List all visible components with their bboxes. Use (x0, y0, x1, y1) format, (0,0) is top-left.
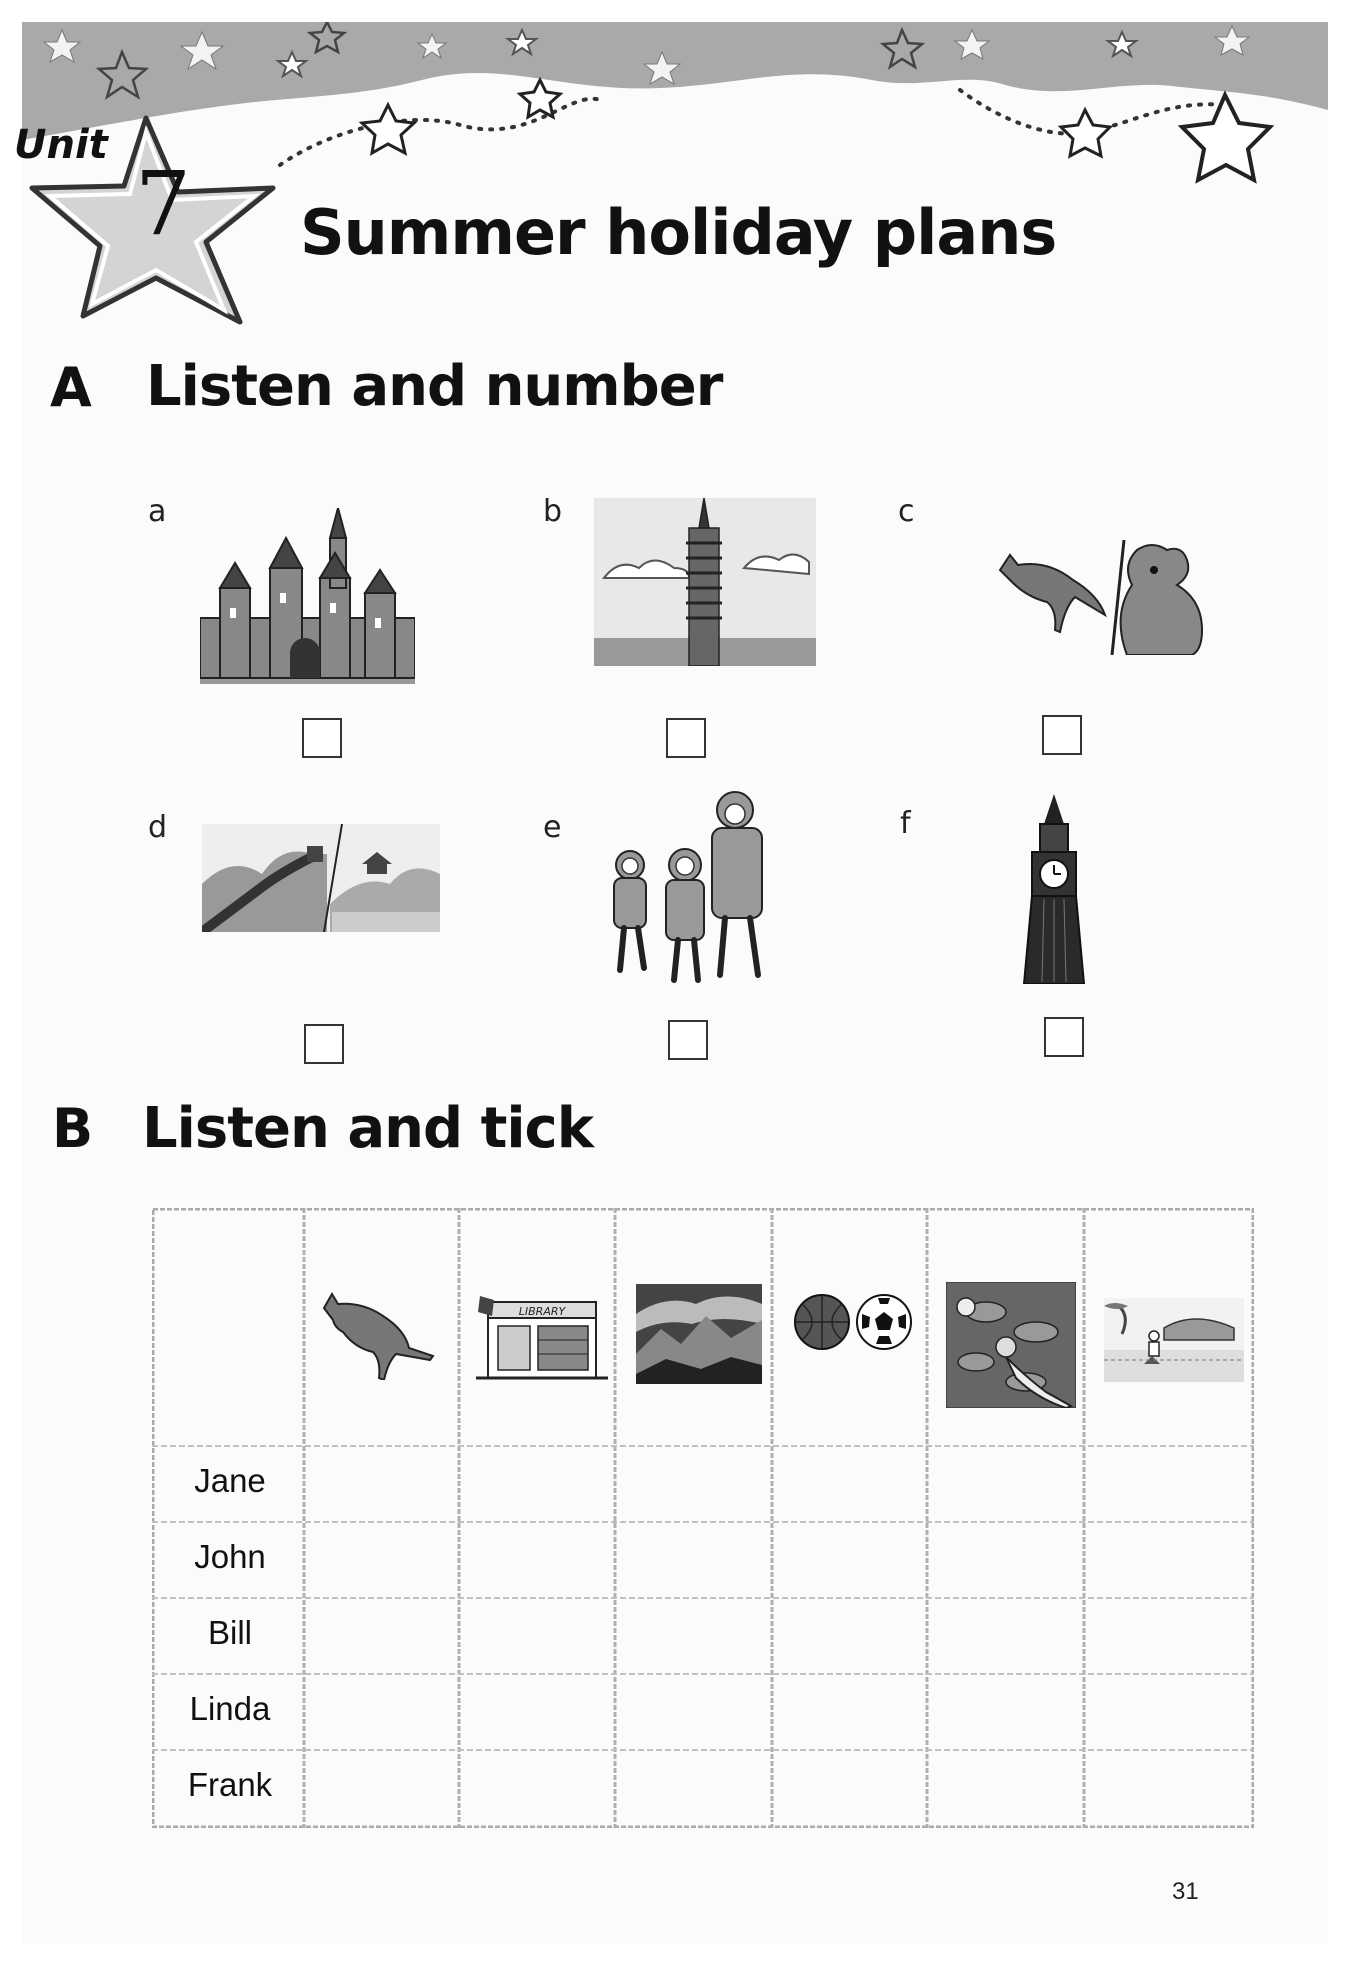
section-a-letter: A (50, 356, 92, 419)
page-title: Summer holiday plans (300, 196, 1057, 269)
row-name-john: John (194, 1538, 266, 1575)
tower-picture (594, 498, 816, 666)
unit-label: Unit (14, 122, 108, 168)
kangaroo-picture (318, 1288, 438, 1380)
item-letter-e: e (543, 810, 562, 845)
tick-cell-frank-balls[interactable] (776, 1754, 923, 1824)
unit-number: 7 (135, 152, 191, 255)
item-letter-c: c (898, 494, 915, 529)
page-number: 31 (1172, 1878, 1199, 1905)
tick-cell-linda-mountain[interactable] (619, 1678, 768, 1746)
castle-picture (200, 508, 415, 688)
tick-cell-john-balls[interactable] (776, 1526, 923, 1594)
tick-cell-john-library[interactable] (463, 1526, 611, 1594)
tick-cell-bill-balls[interactable] (776, 1602, 923, 1670)
tick-cell-linda-fruit-picking[interactable] (931, 1678, 1080, 1746)
section-b-letter: B (52, 1097, 94, 1160)
tick-cell-linda-kangaroo[interactable] (308, 1678, 455, 1746)
tick-cell-bill-mountain[interactable] (619, 1602, 768, 1670)
tick-cell-jane-fruit-picking[interactable] (931, 1450, 1080, 1518)
section-a-title: Listen and number (146, 354, 723, 419)
balls-picture (792, 1292, 914, 1352)
item-letter-b: b (543, 494, 563, 529)
tick-cell-jane-library[interactable] (463, 1450, 611, 1518)
row-name-linda: Linda (189, 1690, 271, 1727)
great-wall-picture (202, 824, 440, 932)
tick-cell-bill-library[interactable] (463, 1602, 611, 1670)
row-name-jane: Jane (194, 1462, 266, 1499)
tick-cell-frank-library[interactable] (463, 1754, 611, 1824)
tick-cell-linda-beach[interactable] (1088, 1678, 1250, 1746)
section-b-title: Listen and tick (142, 1096, 593, 1161)
tick-cell-linda-library[interactable] (463, 1678, 611, 1746)
fruit-picking-picture (946, 1282, 1076, 1408)
answer-box-a[interactable] (302, 718, 342, 758)
kangaroo-koala-picture (992, 540, 1214, 655)
tick-cell-jane-kangaroo[interactable] (308, 1450, 455, 1518)
tick-cell-john-kangaroo[interactable] (308, 1526, 455, 1594)
tick-cell-jane-balls[interactable] (776, 1450, 923, 1518)
answer-box-f[interactable] (1044, 1017, 1084, 1057)
tick-cell-john-fruit-picking[interactable] (931, 1526, 1080, 1594)
library-picture (476, 1290, 608, 1382)
big-ben-picture (1014, 794, 1094, 984)
tick-cell-frank-beach[interactable] (1088, 1754, 1250, 1824)
answer-box-d[interactable] (304, 1024, 344, 1064)
mountain-picture (636, 1284, 762, 1384)
answer-box-e[interactable] (668, 1020, 708, 1060)
tick-cell-jane-mountain[interactable] (619, 1450, 768, 1518)
beach-picture (1104, 1298, 1244, 1382)
item-letter-d: d (148, 810, 168, 845)
tick-cell-bill-kangaroo[interactable] (308, 1602, 455, 1670)
tick-cell-frank-kangaroo[interactable] (308, 1754, 455, 1824)
row-name-frank: Frank (187, 1766, 273, 1803)
tick-cell-linda-balls[interactable] (776, 1678, 923, 1746)
star-trail (270, 70, 1330, 200)
item-letter-a: a (148, 494, 167, 529)
tick-cell-bill-fruit-picking[interactable] (931, 1602, 1080, 1670)
answer-box-c[interactable] (1042, 715, 1082, 755)
tick-cell-bill-beach[interactable] (1088, 1602, 1250, 1670)
tick-cell-frank-fruit-picking[interactable] (931, 1754, 1080, 1824)
tick-cell-frank-mountain[interactable] (619, 1754, 768, 1824)
row-name-bill: Bill (207, 1614, 252, 1651)
tick-cell-john-beach[interactable] (1088, 1526, 1250, 1594)
answer-box-b[interactable] (666, 718, 706, 758)
tick-cell-john-mountain[interactable] (619, 1526, 768, 1594)
library-sign: LIBRARY (518, 1305, 566, 1318)
ice-skating-picture (600, 790, 778, 990)
tick-cell-jane-beach[interactable] (1088, 1450, 1250, 1518)
item-letter-f: f (900, 806, 911, 841)
